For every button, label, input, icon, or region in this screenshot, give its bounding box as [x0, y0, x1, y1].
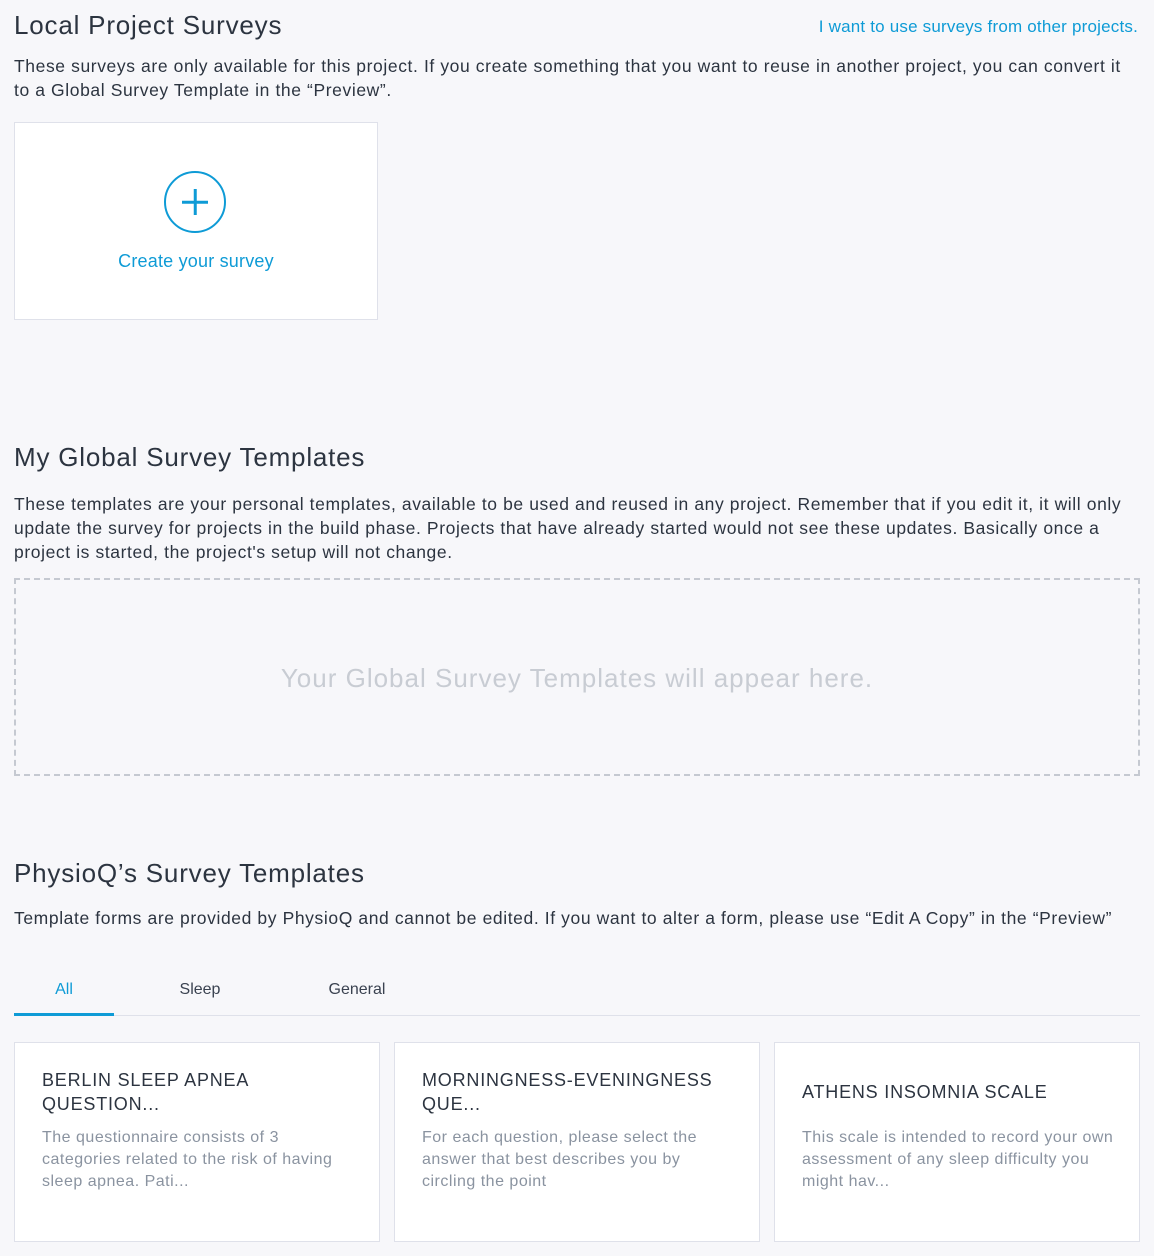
tab-general[interactable]: General — [328, 981, 386, 998]
create-survey-card[interactable] — [14, 122, 378, 320]
card-description: For each question, please select the answer that best describes you by circling the point — [422, 1129, 698, 1190]
card-title-wrap — [802, 1063, 1119, 1121]
card-title: MORNINGNESS-EVENINGNESS QUE... — [422, 1070, 713, 1114]
card-title: BERLIN SLEEP APNEA QUESTION... — [42, 1070, 249, 1114]
global-templates-empty-state — [14, 578, 1140, 776]
card-title: ATHENS INSOMNIA SCALE — [802, 1082, 1048, 1102]
local-surveys-description: These surveys are only available for this project. If you create something that you want to reuse in another project, you can convert it to a Global Survey Template in the “Preview”. — [14, 56, 1121, 100]
tab-sleep[interactable]: Sleep — [179, 981, 221, 998]
tab-all[interactable]: All — [14, 970, 114, 1016]
card-title-wrap — [422, 1063, 739, 1121]
create-survey-label[interactable]: Create your survey — [118, 251, 274, 271]
physioq-templates-title: PhysioQ’s Survey Templates — [14, 858, 365, 888]
card-title-wrap — [42, 1063, 359, 1121]
plus-circle-icon[interactable] — [164, 171, 226, 233]
physioq-templates-description: Template forms are provided by PhysioQ and cannot be edited. If you want to alter a form, please use “Edit A Copy” in the “Preview” — [14, 908, 1113, 928]
local-surveys-title: Local Project Surveys — [14, 10, 283, 40]
empty-state-text: Your Global Survey Templates will appear here. — [280, 662, 874, 693]
template-card-berlin[interactable] — [14, 1042, 380, 1242]
template-card-morningness[interactable] — [394, 1042, 760, 1242]
global-templates-description: These templates are your personal templates, available to be used and reused in any project. Remember that if you edit it, it will only update the survey for projects in the build phase. Projects that have already started would not see these updates. Basically once a project is started, the project's setup will not change. — [14, 494, 1122, 562]
global-templates-title: My Global Survey Templates — [14, 442, 366, 472]
card-description: The questionnaire consists of 3 categories related to the risk of having sleep apnea. Pati... — [42, 1129, 333, 1190]
template-category-tabs — [14, 970, 1140, 1016]
template-card-athens[interactable] — [774, 1042, 1140, 1242]
card-description: This scale is intended to record your own assessment of any sleep difficulty you might hav... — [802, 1129, 1114, 1190]
use-other-projects-link[interactable]: I want to use surveys from other projects. — [818, 17, 1138, 36]
